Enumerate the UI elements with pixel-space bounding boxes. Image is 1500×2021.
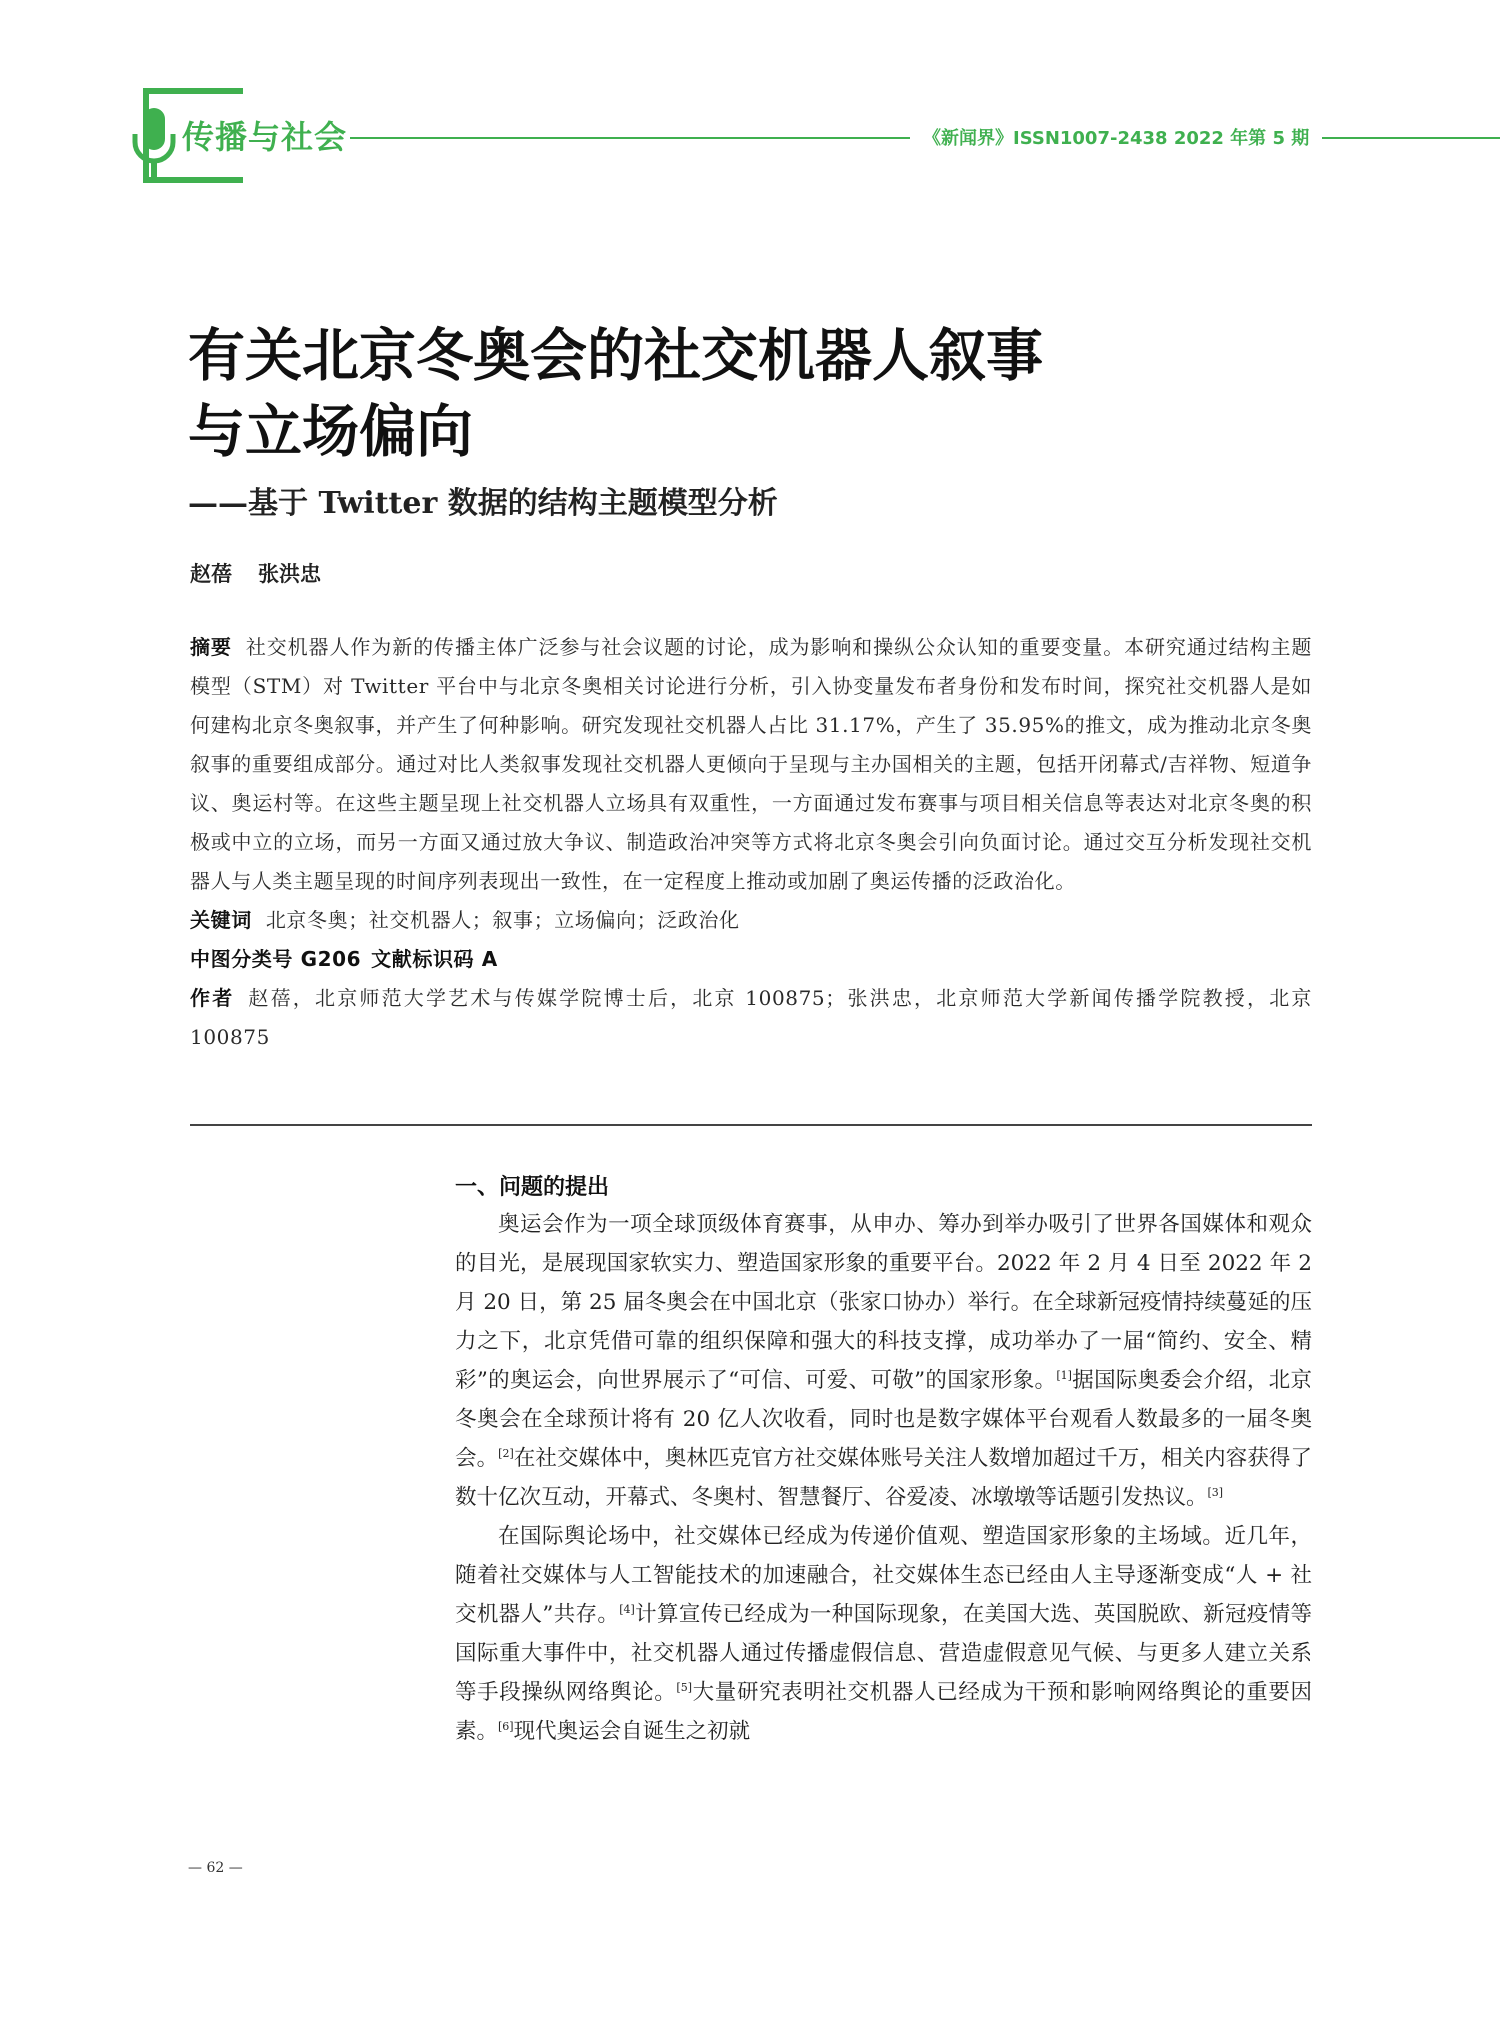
text-run: 据国际奥委会介绍，北京冬奥会在全球预计将有 20 亿人次收看，同时也是数字媒体平台观看人数最多的一届冬奥会。 [455,1368,1312,1471]
citation-ref[interactable]: [1] [1056,1368,1072,1382]
text-run: 大量研究表明社交机器人已经成为干预和影响网络舆论的重要因素。 [455,1680,1312,1744]
abstract-text: 社交机器人作为新的传播主体广泛参与社会议题的讨论，成为影响和操纵公众认知的重要变量。本研究通过结构主题模型（STM）对 Twitter 平台中与北京冬奥相关讨论进行分析，引入协变量发布者身份和发布时间，探究社交机器人是如何建构北京冬奥叙事，并产生了何种影响。研究发现社交机器人占比 31.17%，产生了 35.95%的推文，成为推动北京冬奥叙事的重要组成部分。通过对比人类叙事发现社交机器人更倾向于呈现与主办国相关的主题，包括开闭幕式/吉祥物、短道争议、奥运村等。在这些主题呈现上社交机器人立场具有双重性，一方面通过发布赛事与项目相关信息等表达对北京冬奥的积极或中立的立场，而另一方面又通过放大争议、制造政治冲突等方式将北京冬奥会引向负面讨论。通过交互分析发现社交机器人与人类主题呈现的时间序列表现出一致性，在一定程度上推动或加剧了奥运传播的泛政治化。 [190,635,1312,893]
text-run: 现代奥运会自诞生之初就 [513,1719,751,1744]
abstract-divider [190,1124,1312,1126]
author-info-label: 作者 [190,986,235,1010]
microphone-icon [129,104,179,184]
keywords-text: 北京冬奥；社交机器人；叙事；立场偏向；泛政治化 [265,908,740,932]
author-info-text: 赵蓓，北京师范大学艺术与传媒学院博士后，北京 100875；张洪忠，北京师范大学新闻传播学院教授，北京 100875 [190,986,1312,1049]
keywords-label: 关键词 [190,908,252,932]
classification-line [190,940,1312,979]
keywords-line [190,901,1312,940]
author-name: 张洪忠 [258,562,321,586]
article-title [188,318,1148,470]
body-text [455,1205,1312,1751]
page-number: — 62 — [188,1860,243,1876]
header-divider-left [350,137,910,139]
journal-info: 《新闻界》ISSN1007-2438 2022 年第 5 期 [923,128,1310,149]
text-run: 在社交媒体中，奥林匹克官方社交媒体账号关注人数增加超过千万，相关内容获得了数十亿次互动，开幕式、冬奥村、智慧餐厅、谷爱凌、冰墩墩等话题引发热议。 [455,1446,1312,1510]
title-line-2: 与立场偏向 [188,398,473,465]
text-run: 计算宣传已经成为一种国际现象，在美国大选、英国脱欧、新冠疫情等国际重大事件中，社交机器人通过传播虚假信息、营造虚假意见气候、与更多人建立关系等手段操纵网络舆论。 [455,1602,1312,1705]
citation-ref[interactable]: [2] [498,1446,514,1460]
body-paragraph [455,1517,1312,1751]
article-authors [190,558,321,588]
section-label: 传播与社会 [182,118,348,156]
citation-ref[interactable]: [5] [676,1680,693,1694]
text-run: 奥运会作为一项全球顶级体育赛事，从申办、筹办到举办吸引了世界各国媒体和观众的目光，是展现国家软实力、塑造国家形象的重要平台。2022 年 2 月 4 日至 2022 年 2 月 20 日，第 25 届冬奥会在中国北京（张家口协办）举行。在全球新冠疫情持续蔓延的压力之下，北京凭借可靠的组织保障和强大的科技支撑，成功举办了一届“简约、安全、精彩”的奥运会，向世界展示了“可信、可爱、可敬”的国家形象。 [455,1212,1312,1393]
abstract-paragraph [190,628,1312,901]
citation-ref[interactable]: [3] [1207,1485,1224,1499]
section-heading: 一、问题的提出 [455,1175,610,1200]
document-code: 文献标识码 A [371,947,498,971]
abstract-label: 摘要 [190,635,232,659]
body-paragraph [455,1205,1312,1517]
header-divider-right [1322,137,1500,139]
title-line-1: 有关北京冬奥会的社交机器人叙事 [188,322,1043,389]
citation-ref[interactable]: [4] [619,1602,635,1616]
classification-code: 中图分类号 G206 [190,947,362,971]
abstract-block [190,628,1312,1057]
author-info-line [190,979,1312,1057]
text-run: 在国际舆论场中，社交媒体已经成为传递价值观、塑造国家形象的主场域。近几年，随着社交媒体与人工智能技术的加速融合，社交媒体生态已经由人主导逐渐变成“人 + 社交机器人”共存。 [455,1524,1312,1627]
author-name: 赵蓓 [190,562,232,586]
article-subtitle: ——基于 Twitter 数据的结构主题模型分析 [188,486,778,521]
citation-ref[interactable]: [6] [498,1719,514,1733]
